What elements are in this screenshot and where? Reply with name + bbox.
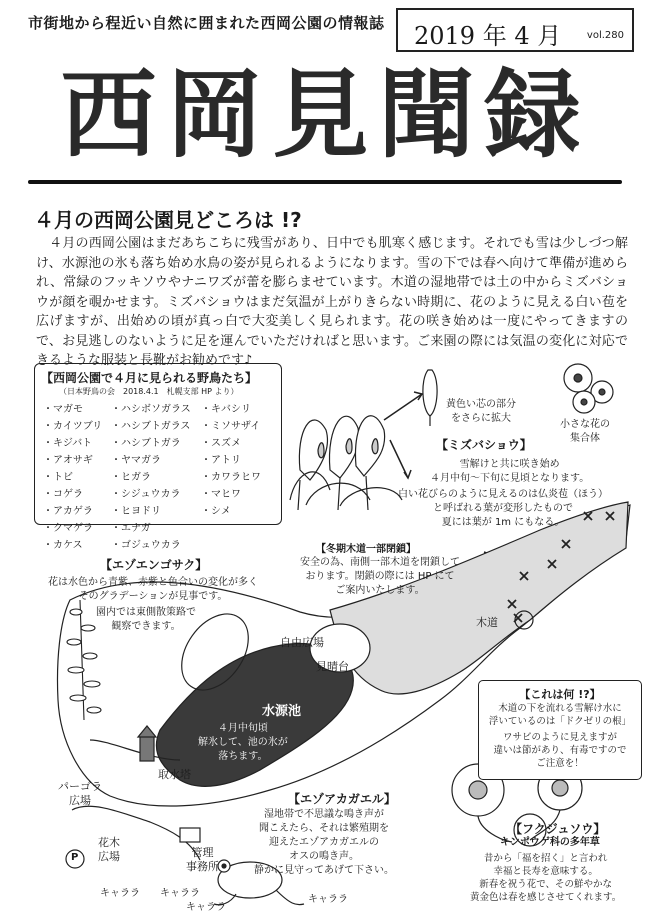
bird-list-item: ・トビ	[43, 472, 73, 483]
map-label-pergola: パーゴラ 広場	[58, 780, 102, 807]
bird-list-title: 【西岡公園で４月に見られる野鳥たち】	[41, 371, 258, 385]
frog-call-2: キャララ	[160, 888, 200, 899]
bird-list-item: ・シジュウカラ	[111, 489, 181, 500]
mizubasho-note-bloom: 雪解けと共に咲き始め ４月中旬〜下旬に見頃となります。	[430, 459, 590, 484]
map-label-suigenchi: 水源池	[262, 704, 302, 719]
frog-text: 湿地帯で不思議な鳴き声が 聞こえたら、それは繁殖期を 迎えたエゾアカガエルの オスの鳴き声。 静かに見守ってあげて下さい。	[254, 809, 394, 876]
feature-body: ４月の西岡公園はまだあちこちに残雪があり、日中でも肌寒く感じます。それでも雪は少しづつ解け、水源池の氷も落ち始め水鳥の姿が見られるようになります。雪の下では春へ向けて準備が進められ、常緑のフッキソウやナニワズが蕾を膨らませています。木道の湿地帯では土の中からミズバショウが顔を覗かせます。ミズバショウはまだ気温が上がりきらない時期に、花のように見える白い苞を広げますが、出始めの頃が真っ白で大変美しく見られます。花の咲き始めは一度にやってきますので、お見逃しのないように足を運んでいただければと思います。ご来園の際には気温の変化に対応できるような服装と長靴がお勧めです♪	[36, 236, 628, 368]
issue-volume: vol.280	[586, 30, 624, 41]
map-label-kanri: 管理 事務所	[186, 846, 219, 873]
bird-list-item: ・コゲラ	[43, 489, 83, 500]
map-label-parking: P	[71, 852, 79, 863]
ezoengosaku-text: 花は水色から青紫、赤紫と色合いの変化が多く そのグラデーションが見事です。	[48, 577, 258, 602]
bird-list-item: ・カイツブリ	[43, 421, 103, 432]
frog-title: 【エゾアカガエル】	[288, 792, 396, 806]
bird-list-item: ・アトリ	[201, 455, 241, 466]
frog-call-3: キャララ	[186, 902, 226, 913]
bird-list-item: ・ハシブトガラ	[111, 438, 181, 449]
fukujuso-family: キンポウゲ科の多年草	[500, 837, 600, 848]
fukujuso-text: 昔から「福を招く」と言われ 幸福と長寿を意味する。 新春を祝う花で、その鮮やかな 黄金色は春を感じさせてくれます。	[470, 853, 622, 903]
map-label-miharashidai: 見晴台	[316, 660, 349, 673]
mizubasho-title: 【ミズバショウ】	[436, 438, 532, 452]
bird-list-item: ・マガモ	[43, 404, 83, 415]
feature-headline: ４月の西岡公園見どころは !?	[34, 208, 302, 232]
bird-list-item: ・カケス	[43, 540, 83, 551]
frog-call-1: キャララ	[100, 888, 140, 899]
map-label-shusuito: 取水塔	[158, 768, 191, 781]
frog-call-4: キャララ	[308, 894, 348, 905]
map-ice-note: ４月中旬頃 解氷して、池の氷が 落ちます。	[198, 723, 288, 762]
tagline: 市街地から程近い自然に囲まれた西岡公園の情報誌	[28, 14, 385, 32]
masthead-title: 西岡見聞録	[60, 58, 591, 171]
spadix-closeup	[423, 370, 437, 426]
bird-list-item: ・ゴジュウカラ	[111, 540, 181, 551]
bird-list-item: ・ミソサザイ	[201, 421, 261, 432]
warning-text-2: ワサビのように見えますが 違いは節があり、有毒ですので ご注意を！	[493, 732, 627, 769]
bird-list-item: ・ハシブトガラス	[111, 421, 191, 432]
warning-box	[478, 680, 642, 780]
map-label-kaboku: 花木 広場	[98, 836, 120, 863]
skunk-cabbage-illustration	[290, 416, 402, 510]
bird-list-source: （日本野鳥の会 2018.4.1 札幌支部 HP より）	[59, 387, 239, 396]
fukujuso-title: 【フクジュソウ】	[510, 822, 606, 836]
mizubasho-note-flowers: 小さな花の 集合体	[560, 419, 610, 444]
bird-list-item: ・ハシボソガラス	[111, 404, 191, 415]
trail-closure-text: 安全の為、南側一部木道を閉鎖して おります。閉鎖の際には HP にて ご案内いたします。	[300, 557, 460, 596]
bird-list-item: ・マヒワ	[201, 489, 241, 500]
warning-title: 【これは何 !?】	[519, 688, 601, 701]
bird-list-item: ・キバシリ	[201, 404, 251, 415]
bird-list-item: ・クマゲラ	[43, 523, 93, 534]
bird-list-item: ・ヒガラ	[111, 472, 151, 483]
ezoengosaku-title: 【エゾエンゴサク】	[100, 558, 208, 572]
issue-date: 2019 年 4 月	[414, 22, 562, 50]
trail-closure-title: 【冬期木道一部閉鎖】	[316, 544, 416, 555]
bird-list-item: ・エナガ	[111, 523, 151, 534]
map-label-mokudo: 木道	[476, 616, 498, 629]
ezoengosaku-location: 園内では東側散策路で 観察できます。	[96, 607, 196, 632]
bird-list-item: ・スズメ	[201, 438, 241, 449]
bird-list-item: ・アカゲラ	[43, 506, 93, 517]
bird-list-item: ・カワラヒワ	[201, 472, 261, 483]
flower-closeup	[564, 364, 613, 413]
bird-list-item: ・ヒヨドリ	[111, 506, 161, 517]
bird-list-item: ・アオサギ	[43, 455, 93, 466]
bird-list-item: ・シメ	[201, 506, 231, 517]
warning-text-1: 木道の下を流れる雪解け水に 浮いているのは「ドクゼリの根」	[488, 703, 632, 727]
mizubasho-note-spadix: 黄色い芯の部分 をさらに拡大	[446, 399, 516, 424]
mizubasho-note-spathe: 白い花びらのように見えるのは仏炎苞（ほう） と呼ばれる葉が変形したもので 夏には葉が 1m にもなる。	[398, 489, 608, 528]
bird-list-item: ・キジバト	[43, 438, 92, 449]
bird-list-item: ・ヤマガラ	[111, 455, 161, 466]
map-label-jiyuhiroba: 自由広場	[280, 636, 324, 649]
